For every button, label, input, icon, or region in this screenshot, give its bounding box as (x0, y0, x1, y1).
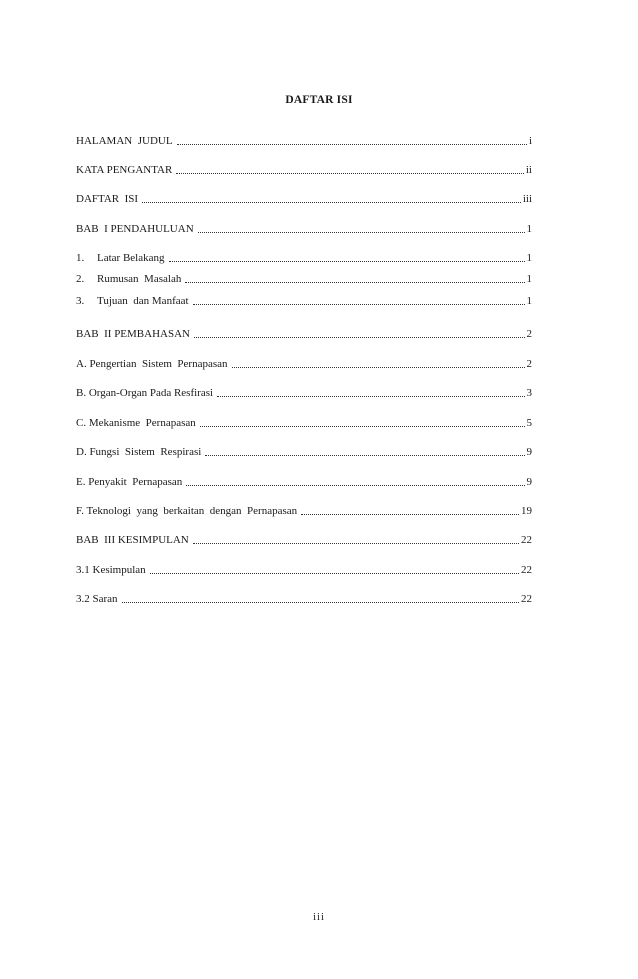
toc-entry-page: ii (525, 164, 532, 176)
toc-dot-leader (205, 447, 524, 456)
toc-dot-leader (185, 274, 524, 283)
toc-entry-page: 1 (526, 273, 532, 285)
toc-entry-page: 1 (526, 295, 532, 307)
toc-entry-label: 3.2 Saran (76, 593, 118, 605)
toc-entry (76, 251, 532, 265)
toc-dot-leader (177, 136, 527, 145)
toc-entry-number: 1. (76, 252, 85, 264)
toc-dot-leader (122, 594, 519, 603)
toc-heading: DAFTAR ISI (285, 94, 353, 106)
toc-dot-leader (169, 253, 525, 262)
toc-entry-label: BAB III KESIMPULAN (76, 534, 189, 546)
toc-entry (76, 357, 532, 371)
toc-entry-page: 22 (521, 564, 532, 576)
toc-entry-page: 3 (526, 387, 532, 399)
toc-entry (76, 192, 532, 206)
toc-entry-page: 9 (526, 446, 532, 458)
toc-entry-label: A. Pengertian Sistem Pernapasan (76, 358, 228, 370)
toc-entry-label: E. Penyakit Pernapasan (76, 476, 183, 488)
toc-entry-label: BAB I PENDAHULUAN (76, 223, 194, 235)
toc-entry-page: 2 (526, 328, 532, 340)
toc-entry-page: 9 (526, 476, 532, 488)
toc-entry (76, 294, 532, 308)
toc-entry-label: Rumusan Masalah (97, 273, 182, 285)
toc-entry (76, 445, 532, 459)
toc-entry-number: 3. (76, 295, 85, 307)
toc-entry-label: Latar Belakang (97, 252, 165, 264)
toc-entry-label: BAB II PEMBAHASAN (76, 328, 190, 340)
toc-entry-label: C. Mekanisme Pernapasan (76, 417, 196, 429)
toc-dot-leader (200, 418, 525, 427)
toc-dot-leader (194, 329, 525, 338)
toc-entry (76, 163, 532, 177)
toc-entry (76, 563, 532, 577)
toc-entry-label: KATA PENGANTAR (76, 164, 173, 176)
toc-entry-page: 1 (526, 223, 532, 235)
toc-dot-leader (198, 224, 525, 233)
toc-entry (76, 386, 532, 400)
toc-entry-page: i (528, 135, 532, 147)
toc-entry-label: D. Fungsi Sistem Respirasi (76, 446, 202, 458)
toc-dot-leader (186, 477, 524, 486)
toc-dot-leader (193, 296, 525, 305)
toc-entry-number: 2. (76, 273, 85, 285)
toc-entry (76, 592, 532, 606)
toc-entry (76, 416, 532, 430)
toc-entry-label: Tujuan dan Manfaat (97, 295, 189, 307)
toc-dot-leader (193, 535, 519, 544)
toc-dot-leader (232, 359, 525, 368)
toc-dot-leader (301, 506, 519, 515)
toc-entry (76, 134, 532, 148)
toc-entry-label: HALAMAN JUDUL (76, 135, 173, 147)
toc-entry-page: 2 (526, 358, 532, 370)
toc-dot-leader (150, 565, 519, 574)
toc-entry-page: 19 (521, 505, 532, 517)
toc-entry-page: 1 (526, 252, 532, 264)
toc-dot-leader (142, 194, 521, 203)
toc-dot-leader (217, 388, 524, 397)
toc-entry-page: 22 (521, 534, 532, 546)
toc-entry (76, 222, 532, 236)
toc-dot-leader (176, 165, 524, 174)
toc-entry-page: 22 (521, 593, 532, 605)
toc-entry (76, 272, 532, 286)
toc-entry-label: B. Organ-Organ Pada Resfirasi (76, 387, 214, 399)
toc-entry-page: iii (522, 193, 532, 205)
toc-entry (76, 504, 532, 518)
page-number: iii (313, 912, 325, 923)
toc-entry (76, 327, 532, 341)
toc-entry (76, 475, 532, 489)
toc-entry-label: F. Teknologi yang berkaitan dengan Pernapasan (76, 505, 298, 517)
toc-entry-page: 5 (526, 417, 532, 429)
toc-entry-label: 3.1 Kesimpulan (76, 564, 146, 576)
toc-entry (76, 533, 532, 547)
toc-entry-label: DAFTAR ISI (76, 193, 139, 205)
